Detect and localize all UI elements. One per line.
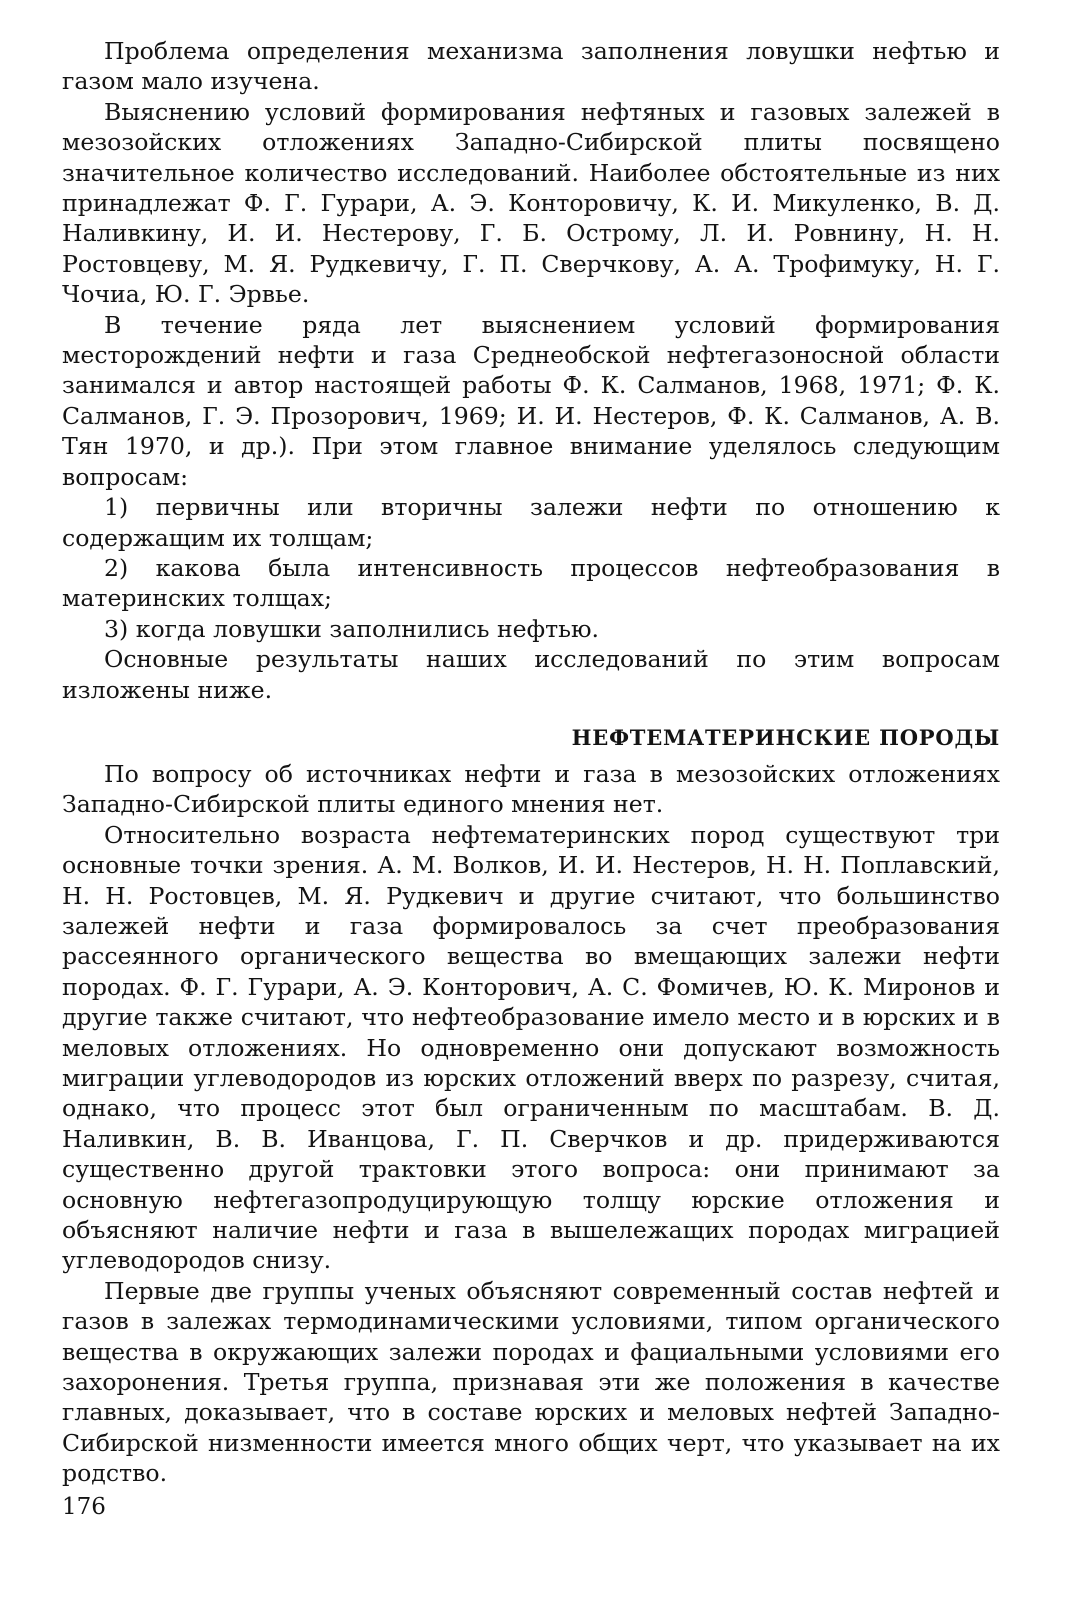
paragraph: Проблема определения механизма заполнения ловушки нефтью и газом мало изучена. [62,37,1000,96]
paragraph: Первые две группы ученых объясняют современный состав нефтей и газов в залежах термодинамическими условиями, типом органического вещества в окружающих залежи породах и фациальными условиями его захоронения. Третья группа, признавая эти же положения в качестве главных, доказывает, что в составе юрских и меловых нефтей Западно-Сибирской низменности имеется много общих черт, что указывает на их родство. [62,1276,1000,1488]
paragraph: По вопросу об источниках нефти и газа в мезозойских отложениях Западно-Сибирской плиты единого мнения нет. [62,759,1000,819]
page-number: 176 [62,1494,106,1520]
list-item: 3) когда ловушки заполнились нефтью. [104,614,600,643]
paragraph: Основные результаты наших исследований по этим вопросам изложены ниже. [62,645,1000,704]
paragraph: Относительно возраста нефтематеринских пород существуют три основные точки зрения. А. М. Волков, И. И. Нестеров, Н. Н. Поплавский, Н. Н. Ростовцев, М. Я. Рудкевич и другие считают, что большинство залежей нефти и газа формировалось за счет преобразования рассеянного органического вещества во вмещающих залежи нефти породах. Ф. Г. Гурари, А. Э. Конторович, А. С. Фомичев, Ю. К. Миронов и другие также считают, что нефтеобразование имело место и в юрских и в меловых отложениях. Но одновременно они допускают возможность миграции углеводородов из юрских отложений вверх по разрезу, считая, однако, что процесс этот был ограниченным по масштабам. В. Д. Наливкин, В. В. Иванцова, Г. П. Сверчков и др. придерживаются существенно другой трактовки этого вопроса: они принимают за основную нефтегазопродуцирующую толщу юрские отложения и объясняют наличие нефти и газа в вышележащих породах миграцией углеводородов снизу. [62,820,1000,1275]
paragraph: Выяснению условий формирования нефтяных и газовых залежей в мезозойских отложениях Западно-Сибирской плиты посвящено значительное количество исследований. Наиболее обстоятельные из них принадлежат Ф. Г. Гурари, А. Э. Конторовичу, К. И. Микуленко, В. Д. Наливкину, И. И. Нестерову, Г. Б. Острому, Л. И. Ровнину, Н. Н. Ростовцеву, М. Я. Рудкевичу, Г. П. Сверчкову, А. А. Трофимуку, Н. Г. Чочиа, Ю. Г. Эрвье. [62,97,1000,309]
section-heading: НЕФТЕМАТЕРИНСКИЕ ПОРОДЫ [571,724,1000,750]
list-item: 2) какова была интенсивность процессов нефтеобразования в материнских толщах; [62,553,1000,613]
page-body [62,36,1000,1489]
paragraph: В течение ряда лет выяснением условий формирования месторождений нефти и газа Среднеобской нефтегазоносной области занимался и автор настоящей работы Ф. К. Салманов, 1968, 1971; Ф. К. Салманов, Г. Э. Прозорович, 1969; И. И. Нестеров, Ф. К. Салманов, А. В. Тян 1970, и др.). При этом главное внимание уделялось следующим вопросам: [62,310,1000,491]
list-item: 1) первичны или вторичны залежи нефти по отношению к содержащим их толщам; [62,493,1000,552]
